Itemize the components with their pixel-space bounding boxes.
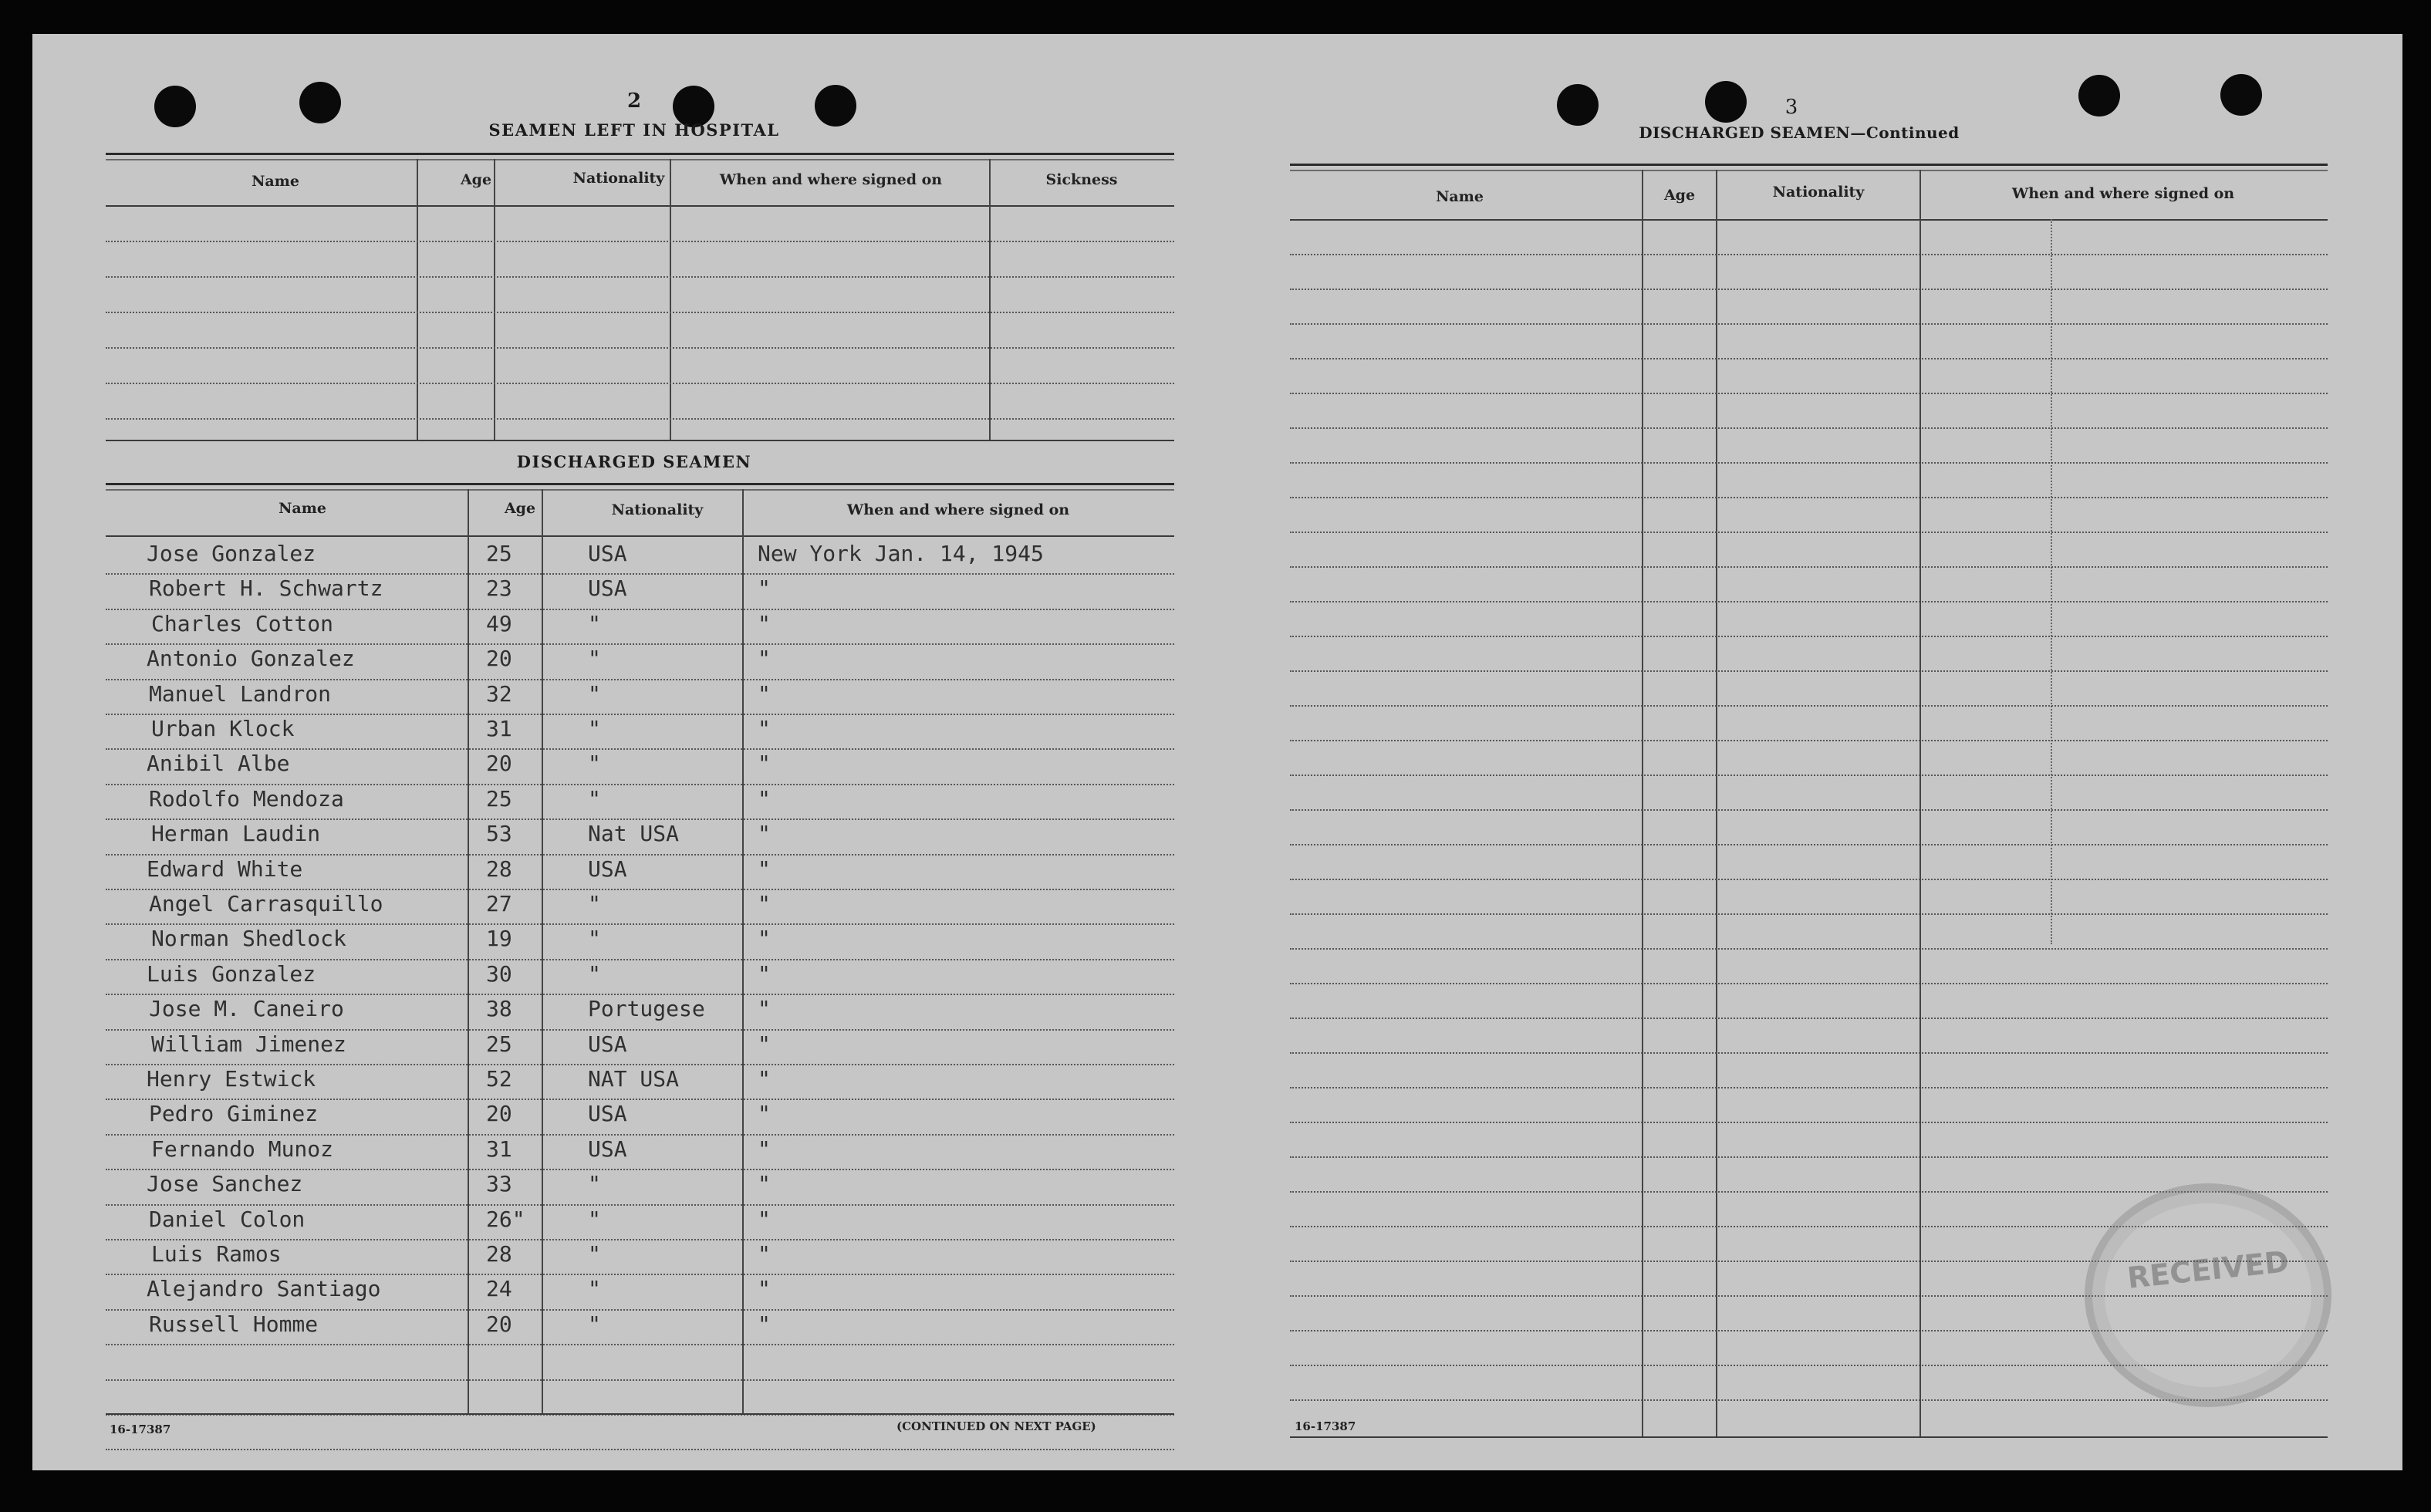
discharged-row-line: [106, 818, 1174, 820]
discharged-row-line: [106, 1274, 1174, 1275]
right-row-line: [1290, 427, 2328, 429]
seaman-signed-on: ": [758, 1066, 771, 1092]
discharged-vline: [742, 489, 744, 1415]
seaman-name: Henry Estwick: [147, 1066, 316, 1092]
seaman-signed-on: ": [758, 716, 771, 741]
seaman-nationality: USA: [588, 1031, 627, 1057]
seaman-nationality: ": [588, 681, 601, 707]
right-row-line: [1290, 601, 2328, 602]
right-vline: [1642, 170, 1643, 1438]
received-stamp-text: RECEIVED: [2125, 1244, 2291, 1295]
hospital-col-sickness: Sickness: [1045, 171, 1118, 188]
right-col-nationality: Nationality: [1772, 184, 1865, 201]
seaman-nationality: USA: [588, 1136, 627, 1162]
seaman-signed-on: ": [758, 996, 771, 1021]
seaman-name: Russell Homme: [149, 1311, 319, 1337]
seaman-name: William Jimenez: [151, 1031, 346, 1057]
hospital-row-line: [106, 241, 1174, 242]
seaman-nationality: ": [588, 1311, 601, 1337]
discharged-row-line: [106, 1379, 1174, 1381]
right-row-line: [1290, 289, 2328, 290]
right-row-line: [1290, 740, 2328, 741]
right-col-signed: When and where signed on: [2011, 185, 2235, 202]
discharged-row-line: [106, 1204, 1174, 1206]
punch-hole-icon: [154, 86, 196, 127]
discharged-row-line: [106, 994, 1174, 995]
seaman-age: 25: [486, 1031, 512, 1057]
hospital-vline: [494, 159, 495, 440]
seaman-signed-on: ": [758, 1031, 771, 1057]
discharged-row-line: [106, 1309, 1174, 1311]
seaman-signed-on: ": [758, 1136, 771, 1162]
seaman-age: 31: [486, 1136, 512, 1162]
punch-hole-icon: [1705, 81, 1747, 123]
seaman-age: 20: [486, 1101, 512, 1126]
seaman-age: 52: [486, 1066, 512, 1092]
seaman-nationality: Portugese: [588, 996, 705, 1021]
right-table-bottom: [1290, 1436, 2328, 1438]
left-page-number: 2: [626, 89, 642, 113]
right-row-line: [1290, 1122, 2328, 1123]
seaman-age: 53: [486, 821, 512, 846]
discharged-vline: [468, 489, 469, 1415]
right-row-line: [1290, 1018, 2328, 1019]
right-row-line: [1290, 1156, 2328, 1158]
right-row-line: [1290, 948, 2328, 950]
right-row-line: [1290, 913, 2328, 915]
seaman-age: 20: [486, 751, 512, 776]
seaman-name: Angel Carrasquillo: [149, 891, 383, 916]
discharged-table-bottom: [106, 1413, 1174, 1415]
seaman-name: Anibil Albe: [147, 751, 290, 776]
right-row-line: [1290, 775, 2328, 776]
seaman-age: 31: [486, 716, 512, 741]
seaman-nationality: Nat USA: [588, 821, 680, 846]
seaman-age: 33: [486, 1171, 512, 1196]
seaman-age: 23: [486, 575, 512, 601]
right-row-line: [1290, 879, 2328, 880]
continued-note: (CONTINUED ON NEXT PAGE): [896, 1419, 1096, 1433]
right-form-number: 16-17387: [1295, 1419, 1356, 1433]
right-table-top2: [1290, 170, 2328, 171]
right-row-line: [1290, 254, 2328, 255]
right-inner-vline: [2051, 219, 2052, 944]
seaman-nationality: ": [588, 1207, 601, 1232]
discharged-header-bottom: [106, 535, 1174, 537]
seaman-signed-on: ": [758, 575, 771, 601]
seaman-signed-on: ": [758, 926, 771, 951]
seaman-age: 19: [486, 926, 512, 951]
discharged-row-line: [106, 1134, 1174, 1136]
seaman-signed-on: ": [758, 1241, 771, 1267]
seaman-signed-on: ": [758, 1171, 771, 1196]
seaman-age: 25: [486, 541, 512, 566]
seaman-signed-on: New York Jan. 14, 1945: [758, 541, 1044, 566]
seaman-name: Alejandro Santiago: [147, 1276, 381, 1301]
seaman-name: Luis Ramos: [151, 1241, 282, 1267]
seaman-age: 20: [486, 646, 512, 671]
punch-hole-icon: [299, 82, 341, 123]
seaman-nationality: ": [588, 751, 601, 776]
seaman-age: 28: [486, 1241, 512, 1267]
document-sheet: [32, 34, 2402, 1470]
hospital-col-nationality: Nationality: [572, 170, 665, 187]
seaman-name: Fernando Munoz: [151, 1136, 334, 1162]
seaman-signed-on: ": [758, 856, 771, 882]
right-row-line: [1290, 323, 2328, 325]
hospital-vline: [417, 159, 418, 440]
discharged-row-line: [106, 1064, 1174, 1065]
hospital-col-name: Name: [252, 173, 299, 190]
hospital-table-top: [106, 153, 1174, 155]
hospital-row-line: [106, 312, 1174, 313]
discharged-row-line: [106, 573, 1174, 575]
discharged-section-title: DISCHARGED SEAMEN: [516, 452, 752, 471]
seaman-name: Daniel Colon: [149, 1207, 306, 1232]
seaman-signed-on: ": [758, 681, 771, 707]
discharged-col-nationality: Nationality: [611, 501, 704, 518]
hospital-row-line: [106, 383, 1174, 384]
discharged-row-line: [106, 1239, 1174, 1240]
seaman-signed-on: ": [758, 646, 771, 671]
seaman-signed-on: ": [758, 1207, 771, 1232]
hospital-table-bottom: [106, 440, 1174, 441]
discharged-row-line: [106, 679, 1174, 680]
hospital-table-top2: [106, 159, 1174, 160]
seaman-signed-on: ": [758, 611, 771, 636]
discharged-table-top2: [106, 489, 1174, 491]
hospital-vline: [989, 159, 991, 440]
seaman-nationality: ": [588, 1171, 601, 1196]
right-header-bottom: [1290, 219, 2328, 221]
seaman-name: Rodolfo Mendoza: [149, 786, 344, 812]
right-col-name: Name: [1436, 188, 1484, 205]
hospital-vline: [670, 159, 671, 440]
seaman-name: Norman Shedlock: [151, 926, 346, 951]
seaman-name: Urban Klock: [151, 716, 295, 741]
seaman-nationality: ": [588, 1276, 601, 1301]
right-page-title: DISCHARGED SEAMEN—Continued: [1639, 123, 1960, 142]
right-page-number: 3: [1784, 96, 1798, 119]
seaman-name: Antonio Gonzalez: [147, 646, 355, 671]
right-row-line: [1290, 844, 2328, 845]
punch-hole-icon: [2220, 74, 2262, 116]
seaman-nationality: ": [588, 646, 601, 671]
right-row-line: [1290, 705, 2328, 707]
discharged-row-line: [106, 748, 1174, 750]
seaman-name: Robert H. Schwartz: [149, 575, 383, 601]
seaman-age: 24: [486, 1276, 512, 1301]
seaman-age: 27: [486, 891, 512, 916]
hospital-row-line: [106, 347, 1174, 349]
discharged-col-signed: When and where signed on: [846, 501, 1070, 518]
hospital-row-line: [106, 276, 1174, 278]
seaman-nationality: USA: [588, 1101, 627, 1126]
right-row-line: [1290, 532, 2328, 533]
seaman-name: Edward White: [147, 856, 303, 882]
seaman-name: Charles Cotton: [151, 611, 334, 636]
discharged-col-age: Age: [504, 500, 536, 517]
seaman-age: 30: [486, 961, 512, 987]
discharged-row-line: [106, 1029, 1174, 1031]
discharged-row-line: [106, 643, 1174, 645]
right-row-line: [1290, 358, 2328, 359]
seaman-name: Pedro Giminez: [149, 1101, 319, 1126]
seaman-signed-on: ": [758, 821, 771, 846]
seaman-name: Herman Laudin: [151, 821, 321, 846]
discharged-row-line: [106, 1099, 1174, 1100]
punch-hole-icon: [1557, 84, 1599, 126]
discharged-row-line: [106, 1169, 1174, 1170]
seaman-signed-on: ": [758, 961, 771, 987]
seaman-nationality: ": [588, 716, 601, 741]
discharged-col-name: Name: [279, 500, 326, 517]
received-stamp: [2085, 1183, 2331, 1407]
seaman-name: Manuel Landron: [149, 681, 332, 707]
seaman-signed-on: ": [758, 751, 771, 776]
right-row-line: [1290, 636, 2328, 637]
hospital-row-line: [106, 418, 1174, 420]
seaman-age: 49: [486, 611, 512, 636]
seaman-nationality: USA: [588, 541, 627, 566]
discharged-row-line: [106, 1344, 1174, 1345]
right-col-age: Age: [1663, 187, 1696, 204]
seaman-signed-on: ": [758, 1276, 771, 1301]
hospital-section-title: SEAMEN LEFT IN HOSPITAL: [488, 120, 780, 140]
seaman-nationality: ": [588, 891, 601, 916]
right-row-line: [1290, 1052, 2328, 1054]
right-row-line: [1290, 462, 2328, 464]
hospital-header-bottom: [106, 205, 1174, 207]
hospital-col-signed: When and where signed on: [719, 171, 943, 188]
right-vline: [1716, 170, 1717, 1438]
discharged-table-top: [106, 483, 1174, 485]
discharged-row-line: [106, 889, 1174, 890]
seaman-nationality: NAT USA: [588, 1066, 680, 1092]
seaman-name: Jose Sanchez: [147, 1171, 303, 1196]
left-form-number: 16-17387: [110, 1423, 171, 1436]
discharged-row-line: [106, 784, 1174, 785]
seaman-age: 26": [486, 1207, 525, 1232]
right-row-line: [1290, 809, 2328, 811]
seaman-age: 20: [486, 1311, 512, 1337]
discharged-row-line: [106, 959, 1174, 960]
seaman-age: 32: [486, 681, 512, 707]
seaman-nationality: ": [588, 1241, 601, 1267]
right-vline: [1919, 170, 1921, 1438]
right-row-line: [1290, 393, 2328, 394]
discharged-row-line: [106, 609, 1174, 610]
right-row-line: [1290, 497, 2328, 498]
seaman-name: Jose M. Caneiro: [149, 996, 344, 1021]
seaman-name: Luis Gonzalez: [147, 961, 316, 987]
seaman-name: Jose Gonzalez: [147, 541, 316, 566]
discharged-row-line: [106, 714, 1174, 715]
seaman-signed-on: ": [758, 891, 771, 916]
seaman-signed-on: ": [758, 786, 771, 812]
discharged-vline: [542, 489, 543, 1415]
seaman-age: 28: [486, 856, 512, 882]
seaman-nationality: USA: [588, 575, 627, 601]
right-row-line: [1290, 566, 2328, 568]
punch-hole-icon: [2078, 75, 2120, 116]
seaman-nationality: ": [588, 926, 601, 951]
hospital-col-age: Age: [460, 171, 492, 188]
seaman-nationality: ": [588, 961, 601, 987]
seaman-nationality: ": [588, 611, 601, 636]
right-table-top: [1290, 164, 2328, 166]
right-row-line: [1290, 670, 2328, 672]
seaman-signed-on: ": [758, 1101, 771, 1126]
seaman-signed-on: ": [758, 1311, 771, 1337]
discharged-row-line: [106, 854, 1174, 856]
seaman-nationality: ": [588, 786, 601, 812]
discharged-row-line: [106, 923, 1174, 925]
discharged-row-line: [106, 1449, 1174, 1450]
right-row-line: [1290, 1087, 2328, 1088]
seaman-nationality: USA: [588, 856, 627, 882]
seaman-age: 38: [486, 996, 512, 1021]
seaman-age: 25: [486, 786, 512, 812]
right-row-line: [1290, 983, 2328, 984]
